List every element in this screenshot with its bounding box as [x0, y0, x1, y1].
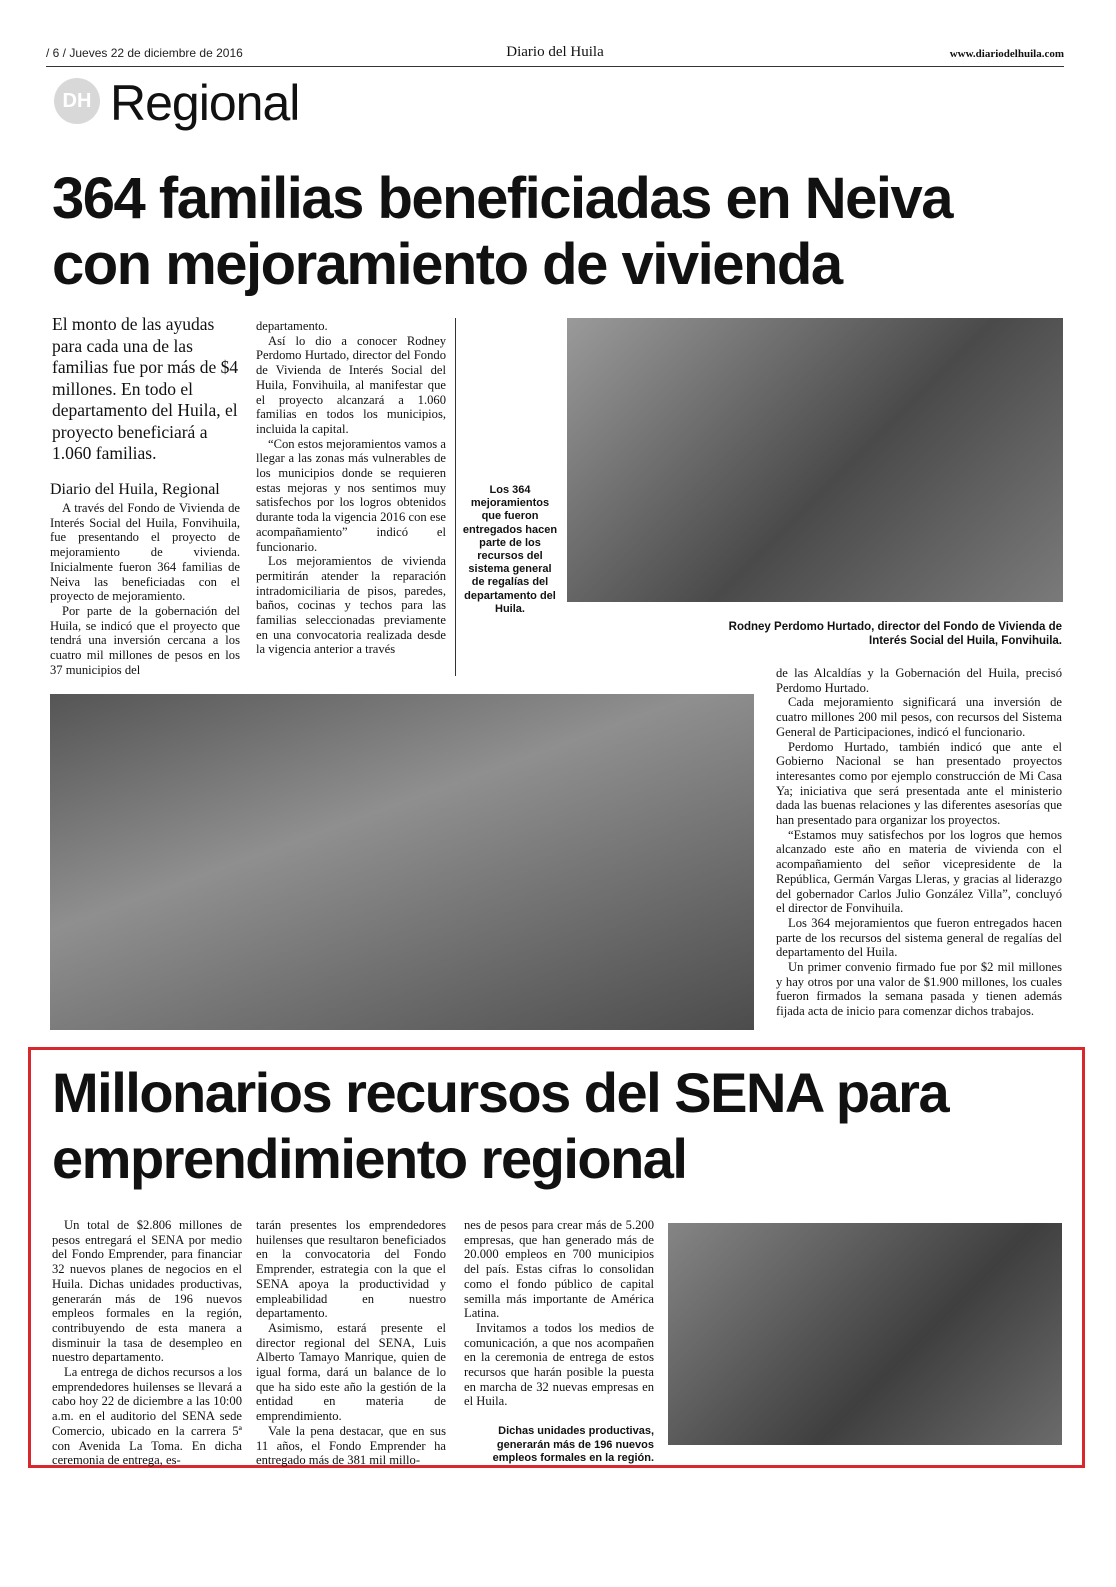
paragraph: departamento. — [256, 319, 328, 333]
paragraph: Los mejoramientos de vivienda permitirán atender la reparación intradomiciliaria de pisos, paredes, baños, cocinas y techos para las familias seleccionadas previamente en una convocatoria realizada desde la vigencia anterior a través — [256, 554, 446, 657]
article1-byline: Diario del Huila, Regional — [50, 481, 220, 498]
article1-photo-caption: Rodney Perdomo Hurtado, director del Fondo de Vivienda de Interés Social del Huila, Fonvihuila. — [728, 621, 1062, 647]
paragraph: “Con estos mejoramientos vamos a llegar a las zonas más vulnerables de los municipios donde se requieren estas mejoras y nos sentimos muy satisfechos por los logros obtenidos durante toda la vigencia 2016 con ese acompañamiento” indicó el funcionario. — [256, 436, 446, 554]
paragraph: La entrega de dichos recursos a los emprendedores huilenses se llevará a cabo hoy 22 de diciembre a las 10:00 a.m. en el auditorio del SENA sede Comercio, ubicado en la carrera 5ª con Avenida La Toma. En dicha ceremonia de entrega, es- — [52, 1365, 242, 1468]
article2-column-2 — [256, 1218, 446, 1468]
paragraph: Por parte de la gobernación del Huila, se indicó que el proyecto que tendrá una inversión cercana a los cuatro mil millones de pesos en los 37 municipios del — [50, 603, 240, 677]
column-divider — [455, 318, 456, 676]
article1-lead: El monto de las ayudas para cada una de las familias fue por más de $4 millones. En todo el departamento del Huila, el proyecto beneficiará a 1.060 familias. — [52, 314, 239, 463]
article1-column-2 — [256, 319, 446, 657]
article2-column-1 — [52, 1218, 242, 1468]
paragraph: A través del Fondo de Vivienda de Interés Social del Huila, Fonvihuila, fue presentando el proyecto de mejoramiento de vivienda. Inicialmente fueron 364 familias de Neiva las beneficiadas con el proyecto de mejoramiento. — [50, 501, 240, 604]
paragraph: Invitamos a todos los medios de comunicación, a que nos acompañen en la ceremonia de entrega de estos recursos que harán posible la puesta en marcha de 32 nuevas empresas en el Huila. — [464, 1320, 654, 1409]
paragraph: Vale la pena destacar, que en sus 11 años, el Fondo Emprender ha entregado más de 381 mil millo- — [256, 1423, 446, 1468]
section-title: Regional — [110, 75, 300, 131]
article1-column-3 — [776, 666, 1062, 1019]
paragraph: nes de pesos para crear más de 5.200 empresas, que han generado más de 20.000 empleos en 700 municipios del país. Estas cifras lo consolidan como el fondo público de capital semilla más importante de América Latina. — [464, 1218, 654, 1321]
paragraph: Un total de $2.806 millones de pesos entregará el SENA por medio del Fondo Emprender, para financiar 32 nuevos planes de negocios en el Huila. Dichas unidades productivas, generarán más de 196 nuevos empleos formales en la región, contribuyendo de esta manera a disminuir la tasa de desempleo en nuestro departamento. — [52, 1218, 242, 1365]
header-rule — [46, 66, 1064, 67]
article2-headline: Millonarios recursos del SENA para emprendimiento regional — [52, 1061, 949, 1190]
paragraph: Los 364 mejoramientos que fueron entregados hacen parte de los recursos del sistema general de regalías del departamento del Huila. — [776, 915, 1062, 960]
page-header — [46, 44, 1064, 66]
paragraph: Asimismo, estará presente el director regional del SENA, Luis Alberto Tamayo Manrique, quien de igual forma, dará un balance de lo que ha sido este año la gestión de la entidad en materia de emprendimiento. — [256, 1320, 446, 1424]
page-info: / 6 / Jueves 22 de diciembre de 2016 — [46, 46, 243, 60]
article1-headline: 364 familias beneficiadas en Neiva con mejoramiento de vivienda — [52, 166, 953, 297]
paragraph: “Estamos muy satisfechos por los logros que hemos alcanzado este año en materia de vivienda con el acompañamiento del señor vicepresidente de la República, Germán Vargas Lleras, y gracias al liderazgo del gobernador Carlos Julio González Villa”, concluyó el director de Fonvihuila. — [776, 827, 1062, 916]
paragraph: tarán presentes los emprendedores huilenses que resultaron beneficiados en la convocatoria del Fondo Emprender, estrategia con la que el SENA apoya la productividad y empleabilidad en nuestro departamento. — [256, 1218, 446, 1321]
newspaper-name: Diario del Huila — [506, 44, 604, 60]
paragraph: Un primer convenio firmado fue por $2 mil millones y hay otros por una valor de $1.900 millones, los cuales fueron firmados la semana pasada y tienen además fijada acta de inicio para comenzar dichos trabajos. — [776, 960, 1062, 1019]
paragraph: de las Alcaldías y la Gobernación del Huila, precisó Perdomo Hurtado. — [776, 666, 1062, 695]
article2-column-3 — [464, 1218, 654, 1409]
photo-speaker — [567, 318, 1063, 602]
website-link[interactable]: www.diariodelhuila.com — [949, 48, 1064, 60]
article1-column-1 — [50, 501, 240, 677]
article2-photo-caption: Dichas unidades productivas, generarán más de 196 nuevos empleos formales en la región. — [492, 1425, 654, 1464]
article1-side-caption: Los 364 mejoramientos que fueron entregados hacen parte de los recursos del sistema general de regalías del departamento del Huila. — [462, 484, 558, 615]
section-logo-icon: DH — [54, 78, 100, 124]
paragraph: Perdomo Hurtado, también indicó que ante el Gobierno Nacional se han presentado proyectos interesantes como por ejemplo construcción de Mi Casa Ya; iniciativa que será presentada ante el ministerio dada las buenas relaciones y las diferentes asesorías que han presentado para organizar los proyectos. — [776, 739, 1062, 828]
photo-beneficiaries — [50, 694, 754, 1030]
paragraph: Así lo dio a conocer Rodney Perdomo Hurtado, director del Fondo de Vivienda de Interés Social del Huila, Fonvihuila, al manifestar que el proyecto alcanzará a 1.060 familias en todos los municipios, incluida la capital. — [256, 333, 446, 436]
photo-entrepreneurs — [668, 1223, 1062, 1445]
paragraph: Cada mejoramiento significará una inversión de cuatro millones 200 mil pesos, con recursos del Sistema General de Participaciones, indicó el funcionario. — [776, 695, 1062, 739]
